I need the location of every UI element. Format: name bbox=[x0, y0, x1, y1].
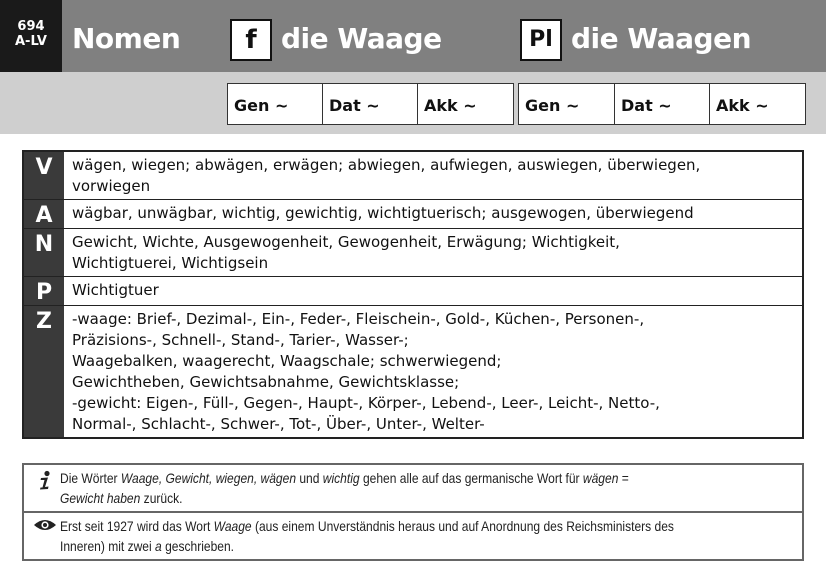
case-genitive: Gen ~ bbox=[228, 84, 323, 124]
word-family-line: Gewicht, Wichte, Ausgewogenheit, Gewogenheit, Erwägung; Wichtigkeit, bbox=[72, 233, 620, 251]
word-family-line: vorwiegen bbox=[72, 177, 151, 195]
eye-icon bbox=[30, 516, 60, 556]
word-family-row bbox=[24, 277, 802, 306]
word-family-row bbox=[24, 200, 802, 229]
word-family-text bbox=[64, 229, 802, 276]
entry-number: 694 bbox=[17, 19, 45, 34]
note-info-line-1 bbox=[60, 468, 693, 488]
word-family-text bbox=[64, 152, 802, 199]
word-family-line: -waage: Brief-, Dezimal-, Ein-, Feder-, Fleischein-, Gold-, Küchen-, Personen-, bbox=[72, 310, 645, 328]
italic-term: a bbox=[155, 538, 162, 554]
notes-box bbox=[22, 463, 804, 561]
word-family-row bbox=[24, 306, 802, 437]
note-text: (aus einem Unverständnis heraus und auf Anordnung des Reichsministers des bbox=[251, 518, 674, 534]
note-observe-line-2 bbox=[60, 536, 693, 556]
word-family-text bbox=[64, 200, 802, 228]
note-text: und bbox=[296, 470, 323, 486]
word-type-letter: A bbox=[24, 200, 64, 228]
entry-code: A-LV bbox=[14, 34, 47, 49]
case-dative: Dat ~ bbox=[615, 84, 710, 124]
singular-cases bbox=[227, 83, 514, 125]
plural-badge: Pl bbox=[520, 19, 562, 61]
singular-form: die Waage bbox=[281, 22, 442, 55]
word-family-text bbox=[64, 277, 802, 305]
word-family-line: Waagebalken, waagerecht, Waagschale; schwerwiegend; bbox=[72, 352, 502, 370]
note-text: zurück. bbox=[140, 490, 183, 506]
note-text: geschrieben. bbox=[161, 538, 235, 554]
entry-id-box bbox=[0, 0, 62, 72]
italic-term: wägen bbox=[582, 470, 619, 486]
word-family-line: -gewicht: Eigen-, Füll-, Gegen-, Haupt-, Körper-, Lebend-, Leer-, Leicht-, Netto-, bbox=[72, 394, 660, 412]
note-text: Die Wörter bbox=[60, 470, 121, 486]
word-category: Nomen bbox=[72, 22, 181, 55]
word-family-text bbox=[64, 306, 802, 437]
note-text: = bbox=[618, 470, 629, 486]
word-family-line: Wichtigtuerei, Wichtigsein bbox=[72, 254, 269, 272]
word-family-line: wägen, wiegen; abwägen, erwägen; abwiegen, aufwiegen, auswiegen, überwiegen, bbox=[72, 156, 701, 174]
case-dative: Dat ~ bbox=[323, 84, 418, 124]
case-accusative: Akk ~ bbox=[424, 96, 477, 115]
note-text: Erst seit 1927 wird das Wort bbox=[60, 518, 214, 534]
word-family-line: Präzisions-, Schnell-, Stand-, Tarier-, Wasser-; bbox=[72, 331, 409, 349]
word-type-letter: P bbox=[24, 277, 64, 305]
note-info-line-2 bbox=[60, 488, 693, 508]
note-text: Inneren) mit zwei bbox=[60, 538, 156, 554]
word-type-letter: Z bbox=[24, 306, 64, 437]
word-type-letter: V bbox=[24, 152, 64, 199]
word-family-line: Wichtigtuer bbox=[72, 281, 159, 299]
plural-cases bbox=[518, 83, 806, 125]
word-type-letter: N bbox=[24, 229, 64, 276]
italic-term: Waage, Gewicht, wiegen, wägen bbox=[120, 470, 297, 486]
case-genitive: Gen ~ bbox=[519, 84, 615, 124]
info-icon bbox=[30, 468, 60, 508]
note-observe-line-1 bbox=[60, 516, 693, 536]
note-info bbox=[24, 465, 802, 511]
italic-term: Waage bbox=[213, 518, 252, 534]
plural-form: die Waagen bbox=[571, 22, 752, 55]
word-family-line: Normal-, Schlacht-, Schwer-, Tot-, Über-, Unter-, Welter- bbox=[72, 415, 485, 433]
word-family-row bbox=[24, 152, 802, 200]
italic-term: Gewicht haben bbox=[60, 490, 141, 506]
italic-term: wichtig bbox=[322, 470, 360, 486]
singular-gender-badge: f bbox=[230, 19, 272, 61]
word-family-line: wägbar, unwägbar, wichtig, gewichtig, wichtigtuerisch; ausgewogen, überwiegend bbox=[72, 204, 694, 222]
word-family-row bbox=[24, 229, 802, 277]
case-accusative: Akk ~ bbox=[716, 96, 769, 115]
note-observe bbox=[24, 511, 802, 559]
word-family-table bbox=[22, 150, 804, 439]
word-family-line: Gewichtheben, Gewichtsabnahme, Gewichtsklasse; bbox=[72, 373, 460, 391]
note-text: gehen alle auf das germanische Wort für bbox=[359, 470, 583, 486]
